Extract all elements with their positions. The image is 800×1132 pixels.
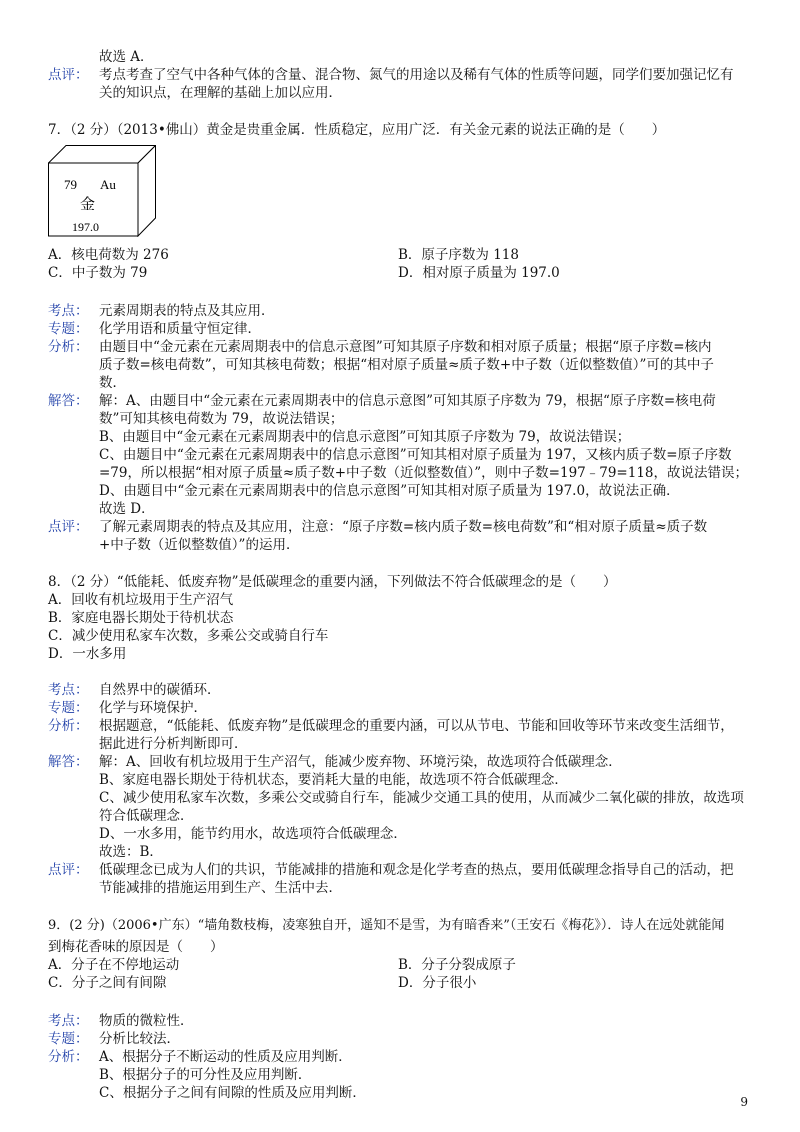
zhuanti-label: 专题： — [48, 700, 89, 716]
dianping-line: +中子数（近似整数值）”的运用． — [99, 537, 300, 553]
option-c: C．分子之间有间隙 — [48, 975, 167, 991]
dianping-label: 点评： — [48, 519, 89, 535]
fenxi-line: 据此进行分析判断即可． — [99, 736, 248, 752]
jieda-line: 符合低碳理念． — [99, 808, 194, 824]
question-7-stem: 7．（2 分）（2013•佛山）黄金是贵重金属．性质稳定，应用广泛．有关金元素的说法正确的是（ ） — [48, 122, 666, 138]
jieda-line: 故选 D． — [99, 501, 155, 517]
option-a: A．核电荷数为 276 — [48, 247, 169, 263]
comment-text: 考点考查了空气中各种气体的含量、混合物、氮气的用途以及稀有气体的性质等问题，同学们要加强记忆有 — [99, 67, 734, 83]
zhuanti-label: 专题： — [48, 1031, 89, 1047]
option-a: A．分子在不停地运动 — [48, 957, 180, 973]
element-name: 金 — [80, 195, 96, 213]
option-d: D．相对原子质量为 197.0 — [398, 265, 560, 281]
element-symbol: Au — [100, 177, 116, 192]
fenxi-line: 质子数=核电荷数”，可知其核电荷数；根据“相对原子质量≈质子数+中子数（近似整数值）”可的其中子 — [99, 357, 714, 373]
jieda-label: 解答： — [48, 393, 89, 409]
dianping-line: 低碳理念已成为人们的共识，节能减排的措施和观念是化学考查的热点，要用低碳理念指导自己的活动，把 — [99, 862, 734, 878]
atomic-mass: 197.0 — [72, 220, 99, 234]
jieda-line: C、由题目中“金元素在元素周期表中的信息示意图”可知其相对原子质量为 197，又核内质子数=原子序数 — [99, 447, 732, 463]
fenxi-line: B、根据分子的可分性及应用判断． — [99, 1067, 312, 1083]
gold-element-card — [48, 145, 156, 237]
comment-text: 关的知识点，在理解的基础上加以应用． — [99, 85, 342, 101]
jieda-line: 解：A、由题目中“金元素在元素周期表中的信息示意图”可知其原子序数为 79，根据“原子序数=核电荷 — [99, 393, 716, 409]
fenxi-line: 由题目中“金元素在元素周期表中的信息示意图”可知其原子序数和相对原子质量；根据“原子序数=核内 — [99, 339, 712, 355]
option-c: C．减少使用私家车次数，多乘公交或骑自行车 — [48, 628, 329, 644]
dianping-label: 点评： — [48, 862, 89, 878]
kaodian-label: 考点： — [48, 303, 89, 319]
answer-conclusion: 故选 A． — [99, 49, 154, 65]
jieda-line: B、家庭电器长期处于待机状态，要消耗大量的电能，故选项不符合低碳理念． — [99, 772, 568, 788]
jieda-line: 故选：B． — [99, 844, 163, 860]
jieda-line: C、减少使用私家车次数，多乘公交或骑自行车，能减少交通工具的使用，从而减少二氧化碳的排放，故选项 — [99, 790, 744, 806]
jieda-line: D、由题目中“金元素在元素周期表中的信息示意图”可知其相对原子质量为 197.0，故说法正确． — [99, 483, 680, 499]
fenxi-label: 分析： — [48, 718, 89, 734]
kaodian-text: 物质的微粒性． — [99, 1013, 194, 1029]
question-9-stem-cont: 到梅花香味的原因是（ ） — [48, 939, 224, 955]
jieda-label: 解答： — [48, 754, 89, 770]
fenxi-label: 分析： — [48, 339, 89, 355]
dianping-line: 节能减排的措施运用到生产、生活中去． — [99, 880, 342, 896]
jieda-line: 解：A、回收有机垃圾用于生产沼气，能减少废弃物、环境污染，故选项符合低碳理念． — [99, 754, 622, 770]
jieda-line: B、由题目中“金元素在元素周期表中的信息示意图”可知其原子序数为 79，故说法错误； — [99, 429, 631, 445]
option-d: D．一水多用 — [48, 646, 127, 662]
dianping-line: 了解元素周期表的特点及其应用，注意：“原子序数=核内质子数=核电荷数”和“相对原子质量≈质子数 — [99, 519, 708, 535]
fenxi-label: 分析： — [48, 1049, 89, 1065]
kaodian-label: 考点： — [48, 1013, 89, 1029]
jieda-line: D、一水多用，能节约用水，故选项符合低碳理念． — [99, 826, 407, 842]
fenxi-line: C、根据分子之间有间隙的性质及应用判断． — [99, 1085, 366, 1101]
kaodian-text: 自然界中的碳循环． — [99, 682, 221, 698]
atomic-number: 79 — [64, 177, 77, 192]
option-b: B．原子序数为 118 — [398, 247, 519, 263]
kaodian-text: 元素周期表的特点及其应用． — [99, 303, 275, 319]
page-number: 9 — [740, 1095, 748, 1109]
option-b: B．分子分裂成原子 — [398, 957, 516, 973]
jieda-line: =79，所以根据“相对原子质量≈质子数+中子数（近似整数值）”，则中子数=197﹣79=118，故说法错误； — [99, 465, 749, 481]
question-9-stem: 9．(2 分)（2006•广东）“墙角数枝梅，凌寒独自开，遥知不是雪，为有暗香来”（王安石《梅花》）．诗人在远处就能闻 — [48, 918, 725, 933]
comment-label: 点评： — [48, 67, 89, 83]
fenxi-line: A、根据分子不断运动的性质及应用判断． — [99, 1049, 352, 1065]
question-8-stem: 8．（2 分）“低能耗、低废弃物”是低碳理念的重要内涵，下列做法不符合低碳理念的是（ ） — [48, 574, 617, 590]
zhuanti-text: 化学与环境保护． — [99, 700, 207, 716]
kaodian-label: 考点： — [48, 682, 89, 698]
option-c: C．中子数为 79 — [48, 265, 148, 281]
fenxi-line: 数． — [99, 375, 126, 391]
zhuanti-label: 专题： — [48, 321, 89, 337]
option-b: B．家庭电器长期处于待机状态 — [48, 610, 234, 626]
option-d: D．分子很小 — [398, 975, 477, 991]
zhuanti-text: 分析比较法． — [99, 1031, 180, 1047]
zhuanti-text: 化学用语和质量守恒定律． — [99, 321, 261, 337]
jieda-line: 数”可知其核电荷数为 79，故说法错误； — [99, 411, 344, 427]
fenxi-line: 根据题意，“低能耗、低废弃物”是低碳理念的重要内涵，可以从节电、节能和回收等环节来改变生活细节， — [99, 718, 734, 734]
option-a: A．回收有机垃圾用于生产沼气 — [48, 592, 234, 608]
